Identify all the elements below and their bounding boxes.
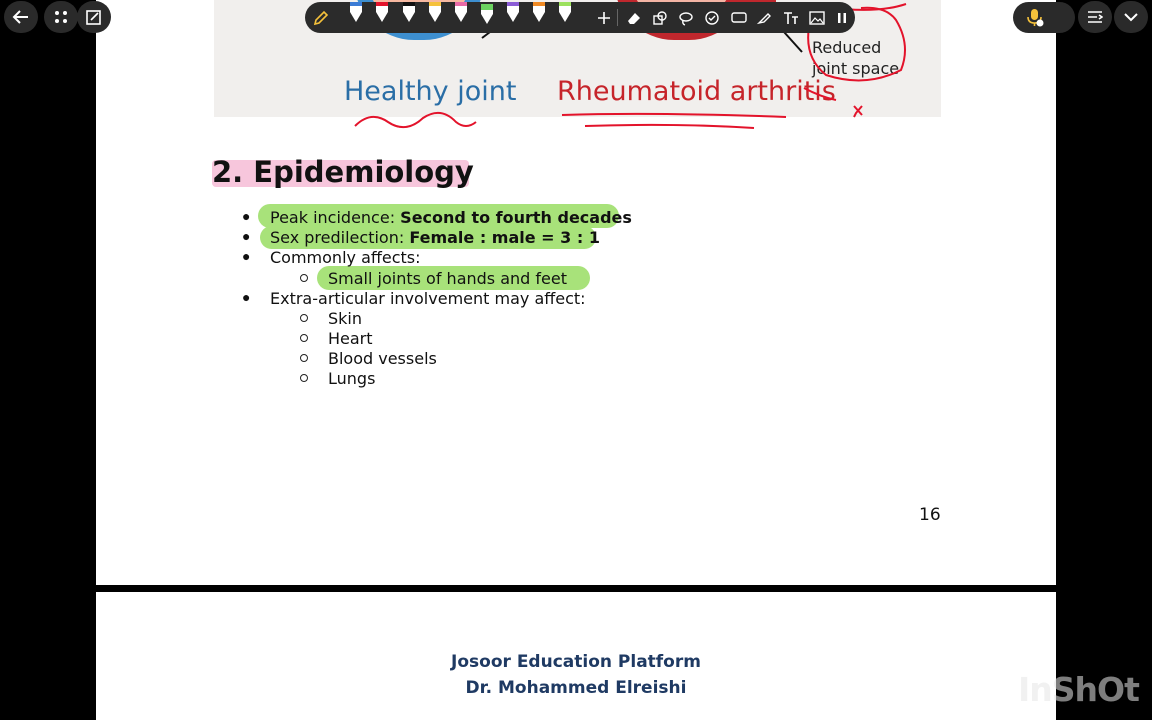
sub-bullet-circle: [300, 314, 308, 322]
pen-black[interactable]: [402, 2, 416, 24]
annotation-toolbar: [305, 2, 855, 33]
image-tool[interactable]: [807, 8, 827, 28]
sticker-icon: [704, 10, 720, 26]
plus-icon: [597, 11, 611, 25]
pen-pink[interactable]: [454, 2, 468, 24]
bullet-sex-predilection: [270, 228, 600, 247]
sub-bullet-heart: Heart: [328, 329, 373, 348]
sub-bullet-skin: Skin: [328, 309, 363, 328]
pdf-page-16: [96, 0, 1056, 585]
image-icon: [809, 10, 825, 26]
peak-incidence-value: Second to fourth decades: [400, 208, 632, 227]
sub-bullet-circle: [300, 334, 308, 342]
bullet-dot: ●: [242, 289, 251, 305]
reduced-line1: Reduced: [812, 38, 882, 57]
page-number: 16: [919, 505, 941, 525]
sticker-tool[interactable]: [702, 8, 722, 28]
sub-bullet-blood-vessels: Blood vessels: [328, 349, 437, 368]
bullet-dot: ●: [242, 228, 251, 244]
text-tool[interactable]: [781, 8, 801, 28]
highlighter-icon: [756, 10, 772, 26]
bullet-peak-incidence: [270, 208, 632, 227]
bullet-extra-articular: Extra-articular involvement may affect:: [270, 289, 586, 308]
menu-button[interactable]: [1078, 1, 1112, 33]
pen-yellow[interactable]: [428, 2, 442, 24]
slide-title: 2. Epidemiology: [212, 155, 474, 189]
ra-label: Rheumatoid arthritis: [557, 76, 836, 107]
pen-orange[interactable]: [532, 2, 546, 24]
mic-toggle[interactable]: [1013, 2, 1075, 33]
pause-button[interactable]: [832, 8, 852, 28]
footer-platform: Josoor Education Platform: [451, 652, 701, 672]
sub-bullet-circle: [300, 274, 308, 282]
shapes-tool[interactable]: [650, 8, 670, 28]
watermark: InShOt: [1018, 670, 1139, 709]
toolbar-divider: [617, 9, 618, 26]
shapes-icon: [652, 10, 668, 26]
sub-bullet-circle: [300, 374, 308, 382]
thumbnails-button[interactable]: [44, 1, 78, 33]
footer-author: Dr. Mohammed Elreishi: [465, 678, 687, 698]
ra-second-underline-ink: [585, 125, 754, 128]
bullet-dot: ●: [242, 248, 251, 264]
circle-tail-ink: [804, 88, 836, 100]
chevron-down-icon: [1124, 12, 1138, 22]
sub-bullet-circle: [300, 354, 308, 362]
sex-predilection-label: Sex predilection:: [270, 228, 410, 247]
healthy-joint-label: Healthy joint: [344, 76, 517, 107]
pencil-icon: [313, 10, 329, 26]
reduced-line2: joint space: [812, 59, 900, 78]
menu-icon: [1087, 10, 1103, 24]
add-pen-button[interactable]: [594, 8, 614, 28]
text-icon: [783, 10, 799, 26]
lasso-tool[interactable]: [676, 8, 696, 28]
sex-predilection-value: Female : male = 3 : 1: [409, 228, 600, 247]
back-button[interactable]: [4, 1, 38, 33]
sub-bullet-lungs: Lungs: [328, 369, 376, 388]
collapse-button[interactable]: [1114, 1, 1148, 33]
pdf-page-17: [96, 592, 1056, 720]
lasso-icon: [678, 10, 694, 26]
arrow-left-icon: [12, 8, 30, 26]
sub-bullet-small-joints: Small joints of hands and feet: [328, 269, 567, 288]
pencil-tool[interactable]: [311, 8, 331, 28]
pen-green-selected[interactable]: [480, 2, 494, 28]
peak-incidence-label: Peak incidence:: [270, 208, 401, 227]
bullet-commonly-affects: Commonly affects:: [270, 248, 421, 267]
eraser-icon: [626, 10, 642, 26]
pen-lime[interactable]: [558, 2, 572, 24]
edit-icon: [86, 9, 102, 25]
mark-ink: [854, 106, 862, 117]
pen-red[interactable]: [375, 2, 389, 24]
pen-purple[interactable]: [506, 2, 520, 24]
comment-tool[interactable]: [729, 8, 749, 28]
healthy-underline-ink: [355, 113, 476, 127]
pause-icon: [836, 12, 848, 24]
edit-mode-button[interactable]: [77, 1, 111, 33]
bullet-dot: ●: [242, 208, 251, 224]
eraser-tool[interactable]: [624, 8, 644, 28]
pointer-line: [784, 32, 802, 52]
comment-icon: [731, 10, 747, 26]
mic-icon: [1026, 8, 1044, 27]
pen-blue[interactable]: [349, 2, 363, 24]
ra-underline-ink: [562, 114, 786, 117]
grid-icon: [54, 10, 68, 24]
highlighter-tool[interactable]: [754, 8, 774, 28]
